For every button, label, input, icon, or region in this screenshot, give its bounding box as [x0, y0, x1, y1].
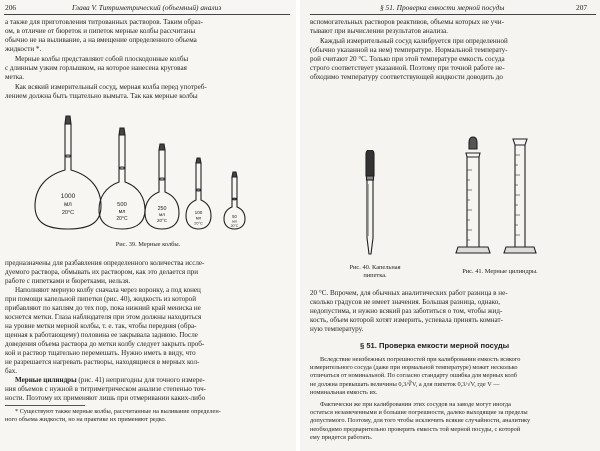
flask-250-temp: 20°C	[156, 218, 168, 223]
left-paragraph-6: Мерные цилиндры (рис. 41) непригодны для точного измере- ния объемов с нужной в титриметрическом анализе степенью точ- ности. Поэтому их применяют лишь при отмеривании каких-либо	[5, 376, 207, 403]
figure-40-caption: Рис. 40. Капельная пипетка.	[349, 264, 401, 279]
flask-250-volume: 250	[157, 206, 167, 212]
figure-41-caption: Рис. 41. Мерные цилиндры.	[462, 268, 538, 275]
flask-1000-temp: 20°C	[61, 210, 75, 216]
right-page	[300, 0, 600, 451]
term-measuring-cylinders: Мерные цилиндры	[15, 376, 77, 384]
left-paragraph-2: Мерные колбы представляют собой плоскодонные колбы с длинным узким горлышком, на которое нанесена круговая метка.	[5, 55, 189, 82]
right-page-number: 207	[576, 3, 588, 12]
left-paragraph-4: предназначены для разбавления определенного количества иссле- дуемого раствора, обмывать их раствором, как это делается при работе с пипетками и бюретками, нельзя.	[5, 259, 205, 286]
right-small-paragraph-1: Вследствие неизбежных погрешностей при калибровании емкость всякого измерительного сосуда (даже при нормальной температуре) может несколько отличаться от номинальной. По согласно стандарту ошибка для мерных колб не должна превышать величины 0,3/∛V, а для пипеток 0,3/√V, где V — номинальная емкость их.	[310, 356, 521, 396]
right-small-paragraph-2: Фактически же при калибровании этих сосудов на заводе могут иногда остаться незамеченными и большие погрешности, далеко выходящие за пределы допустимого. Поэтому, для того чтобы исключить всякие случайности, аналитику необходимо предварительно проверить емкость той мерной посуды, с которой ему придется работать.	[310, 401, 531, 441]
flask-50-volume: 50	[232, 214, 237, 219]
stoppered-cylinder-illustration	[456, 137, 490, 253]
right-paragraph-3: 20 °С. Впрочем, для обычных аналитических работ разница в не- сколько градусов не имеет значения. Большая разница, однако, недопустима, и нужно всякий раз заботиться о том, чтобы жид- кость, объем которой хотят измерить, успевала принять комнат- ную температуру.	[310, 289, 508, 334]
section-51-title: § 51. Проверка емкости мерной посуды	[360, 341, 510, 350]
right-paragraph-2: Каждый измерительный сосуд калибруется при определенной (обычно указанной на нем) температуре. Нормальной температу- рой считают 20 °С. Только при этой температуре емкость сосуда строго соответствует указанной. Поэтому при точной работе не- обходимо температуру соответствующей жидкости доводить до	[310, 37, 508, 82]
flask-250-unit: мл	[158, 213, 166, 218]
left-page	[0, 0, 296, 451]
flask-500-temp: 20°C	[116, 216, 128, 222]
left-paragraph-3: Как всякий измерительный сосуд, мерная колба перед употреб- лением должна быть тщательно вымыта. Так как мерные колбы	[5, 83, 207, 101]
flask-500-volume: 500	[117, 202, 127, 208]
open-cylinder-illustration	[504, 139, 536, 253]
flask-50-temp: 20°C	[230, 223, 239, 228]
figure-41-measuring-cylinders	[448, 135, 548, 263]
left-footnote: * Существуют также мерные колбы, рассчитанные на выливание определен- ного объема жидкости, но на практике их применяют редко.	[5, 408, 221, 424]
footnote-rule	[5, 405, 85, 406]
left-running-head: Глава V. Титриметрический (объемный) анализ	[72, 3, 222, 12]
header-rule	[4, 14, 290, 15]
figure-39-caption: Рис. 39. Мерные колбы.	[115, 241, 181, 248]
flask-1000-volume: 1000	[60, 193, 76, 200]
left-paragraph-1: а также для приготовления титрованных растворов. Таким образ- ом, в отличие от бюреток и пипеток мерные колбы рассчитаны обычно не на выливание, а на вмещение определенного объема жидкости *.	[5, 18, 203, 54]
flask-500-unit: мл	[118, 209, 126, 215]
figure-40-dropping-pipette	[355, 150, 385, 260]
flask-100-unit: мл	[195, 215, 202, 221]
right-paragraph-1: вспомогательных растворов реактивов, объемы которых не учи- тывают при вычислении результатов анализа.	[310, 18, 504, 36]
flask-100-temp: 20°C	[194, 221, 203, 226]
left-paragraph-5: Наполняют мерную колбу сначала через воронку, а под конец при помощи капельной пипетки (рис. 40), жидкость из которой прибавляют по каплям до тех пор, пока нижний край мениска не коснется метки. Глаза наблюдателя при этом должны находиться на уровне метки мерной колбы, т. е. так, чтобы передняя (обра- щенная к работающему) половина ее закрывала заднюю. После доведения объема раствора до метки колбу следует закрыть проб- кой и раствор тщательно перемешать. Нужно иметь в виду, что не разрешается нагревать растворы, находящиеся в мерных кол- бах.	[5, 286, 205, 376]
figure-39-volumetric-flasks	[30, 112, 270, 237]
flask-1000-unit: мл	[64, 202, 72, 208]
left-page-number: 206	[5, 3, 17, 12]
right-running-head: § 51. Проверка емкости мерной посуды	[380, 3, 505, 12]
flask-50-unit: мл	[232, 219, 237, 224]
header-rule-right	[310, 14, 596, 15]
flask-100-volume: 100	[194, 210, 203, 215]
